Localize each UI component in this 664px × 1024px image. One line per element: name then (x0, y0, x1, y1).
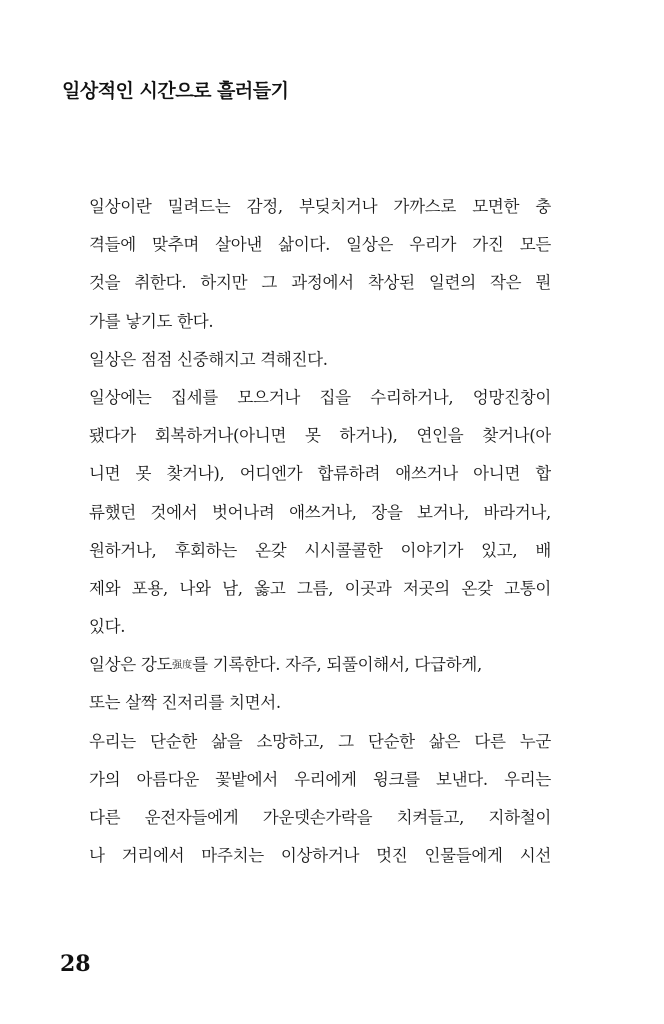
text-line: 니면 못 찾거나), 어디엔가 합류하려 애쓰거나 아니면 합 (89, 464, 551, 484)
text-line: 일상은 점점 신중해지고 격해진다. (89, 349, 328, 369)
text-line: 우리는 단순한 삶을 소망하고, 그 단순한 삶은 다른 누군 (89, 731, 551, 751)
text-line: 가를 낳기도 한다. (89, 311, 214, 331)
text-segment: 일상은 강도 (89, 655, 173, 675)
text-segment: 를 기록한다. 자주, 되풀이해서, 다급하게, (192, 655, 482, 675)
text-line: 또는 살짝 진저리를 치면서. (89, 693, 281, 713)
chapter-title: 일상적인 시간으로 흘러들기 (62, 80, 289, 102)
text-line: 일상에는 집세를 모으거나 집을 수리하거나, 엉망진창이 (89, 387, 551, 407)
hanja-annotation: 强度 (172, 660, 193, 672)
text-line-with-hanja (89, 646, 551, 684)
body-text (89, 188, 551, 875)
text-line: 가의 아름다운 꽃밭에서 우리에게 윙크를 보낸다. 우리는 (89, 769, 551, 789)
text-line: 격들에 맞추며 살아낸 삶이다. 일상은 우리가 가진 모든 (89, 235, 551, 255)
text-line: 다른 운전자들에게 가운뎃손가락을 치켜들고, 지하철이 (89, 808, 551, 827)
page-number: 28 (60, 951, 91, 977)
text-line: 일상이란 밀려드는 감정, 부딪치거나 가까스로 모면한 충 (89, 197, 551, 216)
text-line: 류했던 것에서 벗어나려 애쓰거나, 장을 보거나, 바라거나, (89, 502, 551, 522)
text-line: 됐다가 회복하거나(아니면 못 하거나), 연인을 찾거나(아 (89, 426, 551, 446)
text-line: 것을 취한다. 하지만 그 과정에서 착상된 일련의 작은 뭔 (89, 273, 551, 293)
text-line: 나 거리에서 마주치는 이상하거나 멋진 인물들에게 시선 (89, 846, 551, 866)
text-line: 제와 포용, 나와 남, 옳고 그름, 이곳과 저곳의 온갖 고통이 (89, 578, 551, 598)
text-line: 있다. (89, 617, 126, 637)
text-line: 원하거나, 후회하는 온갖 시시콜콜한 이야기가 있고, 배 (89, 540, 551, 560)
